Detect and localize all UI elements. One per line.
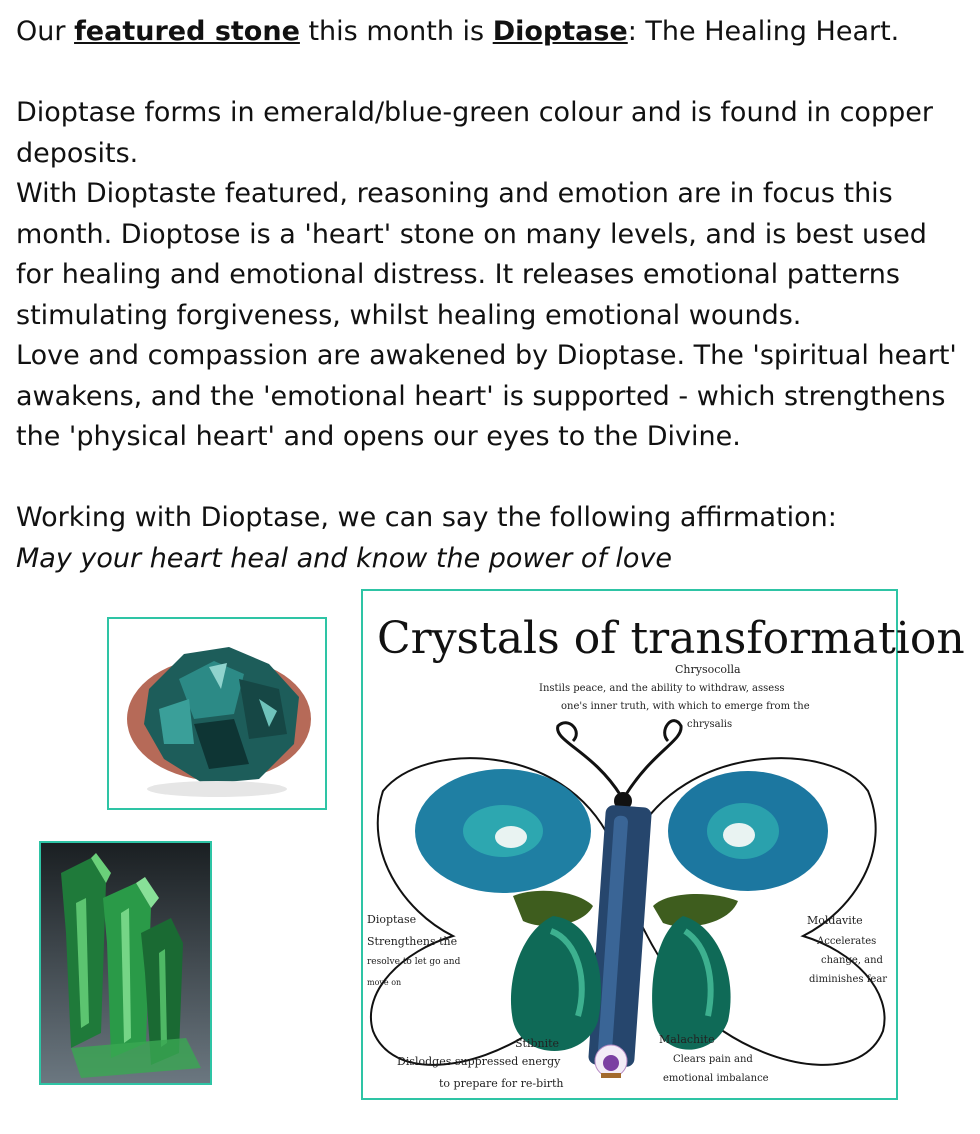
intro-line (16, 12, 966, 53)
article-text (16, 12, 966, 579)
paragraph-focus: With Dioptaste featured, reasoning and emotion are in focus this month. Dioptose is a 'heart' stone on many levels, and is best used for healing and emotional distress. It releases emotional patterns stimulating forgiveness, whilst healing emotional wounds. (16, 178, 927, 331)
dioptase-prism-photo (39, 841, 212, 1085)
dioptase-rough-photo (107, 617, 327, 810)
affirmation-text: May your heart heal and know the power of love (16, 542, 673, 574)
chrysocolla-line3: chrysalis (687, 719, 733, 730)
moldavite-line2: change, and (821, 955, 883, 966)
moldavite-line1: Accelerates (817, 936, 877, 947)
stibnite-line1: Dislodges suppressed energy (397, 1055, 561, 1068)
moldavite-name: Moldavite (807, 914, 863, 927)
paragraph-colour: Dioptase forms in emerald/blue-green colour and is found in copper deposits. (16, 97, 933, 169)
malachite-name: Malachite (659, 1033, 715, 1046)
featured-stone-label: featured stone (74, 16, 300, 47)
malachite-line1: Clears pain and (673, 1054, 753, 1065)
chrysocolla-line1: Instils peace, and the ability to withdraw, assess (539, 683, 785, 694)
dioptase-line2: resolve to let go and (367, 957, 461, 967)
intro-prefix: Our (16, 16, 75, 47)
poster-title: Crystals of transformation (377, 613, 965, 664)
intro-middle: this month is (299, 16, 493, 47)
dioptase-line3: move on (367, 978, 402, 987)
chrysocolla-name: Chrysocolla (675, 663, 741, 676)
malachite-line2: emotional imbalance (663, 1073, 769, 1084)
dioptase-name: Dioptase (367, 913, 417, 926)
intro-suffix: : The Healing Heart. (627, 16, 900, 47)
chrysocolla-line2: one's inner truth, with which to emerge from the (561, 701, 810, 712)
stone-name: Dioptase (492, 16, 628, 47)
stibnite-line2: to prepare for re-birth (439, 1077, 564, 1090)
moldavite-line3: diminishes fear (809, 974, 888, 985)
paragraph-love: Love and compassion are awakened by Dioptase. The 'spiritual heart' awakens, and the 'emotional heart' is supported - which strengthens the 'physical heart' and opens our eyes to the Divine. (16, 340, 957, 452)
crystals-poster (361, 589, 965, 1100)
stibnite-name: Stibnite (515, 1037, 560, 1050)
affirmation-intro: Working with Dioptase, we can say the following affirmation: (16, 502, 837, 533)
shop-logo (595, 1045, 627, 1078)
dioptase-line1: Strengthens the (367, 935, 458, 948)
